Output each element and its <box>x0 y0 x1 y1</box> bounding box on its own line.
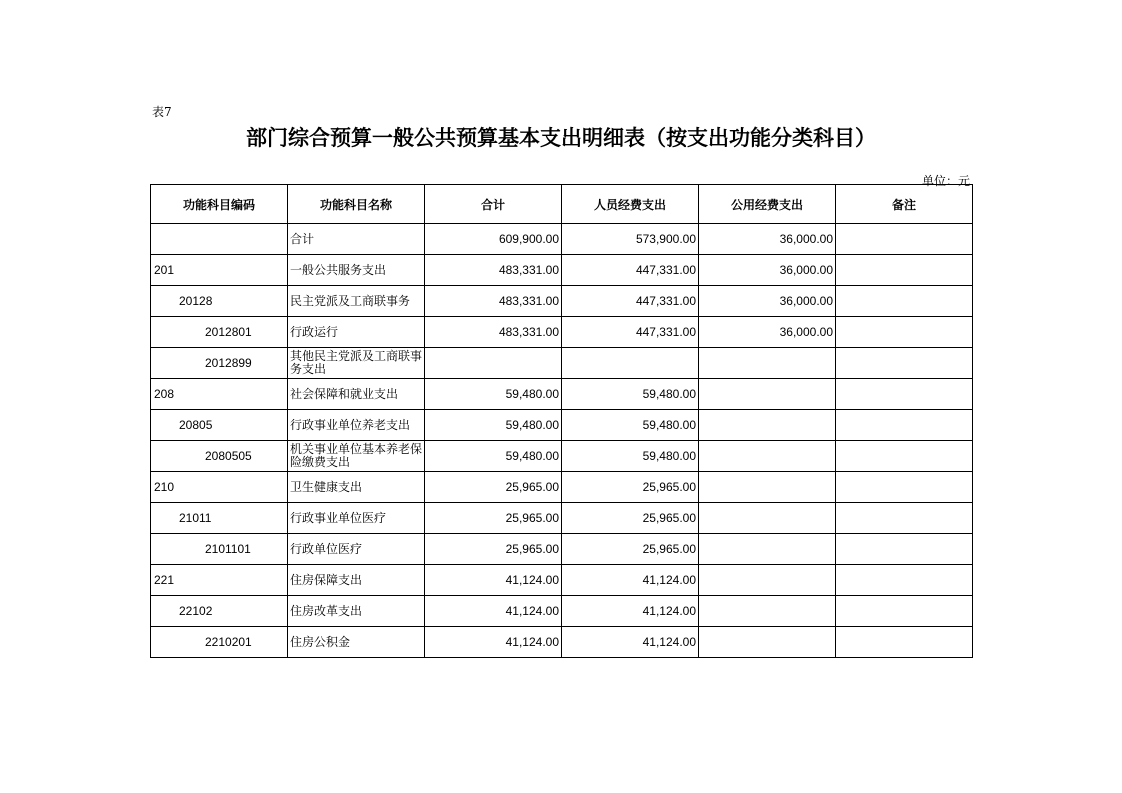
cell-personnel: 573,900.00 <box>562 224 699 255</box>
table-row <box>151 348 973 379</box>
cell-name: 民主党派及工商联事务 <box>288 286 425 317</box>
cell-code: 20805 <box>151 410 288 441</box>
cell-code: 208 <box>151 379 288 410</box>
cell-personnel: 59,480.00 <box>562 410 699 441</box>
table-row <box>151 441 973 472</box>
table-row <box>151 596 973 627</box>
cell-remark <box>836 348 973 379</box>
cell-total: 483,331.00 <box>425 317 562 348</box>
cell-total: 483,331.00 <box>425 255 562 286</box>
table-row <box>151 255 973 286</box>
header-public: 公用经费支出 <box>699 185 836 224</box>
cell-code: 221 <box>151 565 288 596</box>
cell-total: 41,124.00 <box>425 627 562 658</box>
cell-remark <box>836 472 973 503</box>
cell-personnel: 25,965.00 <box>562 503 699 534</box>
page-title: 部门综合预算一般公共预算基本支出明细表（按支出功能分类科目） <box>246 125 876 150</box>
cell-name: 机关事业单位基本养老保险缴费支出 <box>288 441 425 472</box>
unit-label: 单位：元 <box>921 174 970 188</box>
cell-total: 25,965.00 <box>425 472 562 503</box>
cell-code <box>151 224 288 255</box>
cell-name: 社会保障和就业支出 <box>288 379 425 410</box>
cell-personnel <box>562 348 699 379</box>
cell-public <box>699 348 836 379</box>
cell-total: 25,965.00 <box>425 534 562 565</box>
cell-remark <box>836 379 973 410</box>
cell-personnel: 447,331.00 <box>562 255 699 286</box>
cell-remark <box>836 596 973 627</box>
cell-personnel: 41,124.00 <box>562 627 699 658</box>
cell-code: 20128 <box>151 286 288 317</box>
cell-name: 其他民主党派及工商联事务支出 <box>288 348 425 379</box>
cell-name: 住房改革支出 <box>288 596 425 627</box>
cell-remark <box>836 410 973 441</box>
cell-total: 59,480.00 <box>425 441 562 472</box>
cell-public <box>699 596 836 627</box>
header-row <box>151 185 973 224</box>
cell-code: 2210201 <box>151 627 288 658</box>
budget-table <box>150 184 973 658</box>
cell-total: 59,480.00 <box>425 410 562 441</box>
cell-name: 行政运行 <box>288 317 425 348</box>
cell-public <box>699 534 836 565</box>
cell-public <box>699 472 836 503</box>
cell-name: 一般公共服务支出 <box>288 255 425 286</box>
cell-code: 2101101 <box>151 534 288 565</box>
cell-public <box>699 503 836 534</box>
cell-name: 行政事业单位医疗 <box>288 503 425 534</box>
cell-name: 行政单位医疗 <box>288 534 425 565</box>
table-row <box>151 224 973 255</box>
cell-public <box>699 627 836 658</box>
table-body <box>151 224 973 658</box>
cell-personnel: 447,331.00 <box>562 286 699 317</box>
table-row <box>151 286 973 317</box>
cell-name: 卫生健康支出 <box>288 472 425 503</box>
cell-total: 41,124.00 <box>425 596 562 627</box>
header-code: 功能科目编码 <box>151 185 288 224</box>
cell-total: 609,900.00 <box>425 224 562 255</box>
cell-remark <box>836 224 973 255</box>
cell-code: 22102 <box>151 596 288 627</box>
cell-code: 21011 <box>151 503 288 534</box>
cell-personnel: 447,331.00 <box>562 317 699 348</box>
header-total: 合计 <box>425 185 562 224</box>
table-row <box>151 534 973 565</box>
cell-remark <box>836 286 973 317</box>
cell-remark <box>836 441 973 472</box>
cell-total: 25,965.00 <box>425 503 562 534</box>
cell-code: 210 <box>151 472 288 503</box>
cell-name: 合计 <box>288 224 425 255</box>
cell-total: 59,480.00 <box>425 379 562 410</box>
cell-code: 201 <box>151 255 288 286</box>
table-row <box>151 472 973 503</box>
cell-personnel: 41,124.00 <box>562 596 699 627</box>
cell-name: 行政事业单位养老支出 <box>288 410 425 441</box>
cell-remark <box>836 255 973 286</box>
cell-total <box>425 348 562 379</box>
header-name: 功能科目名称 <box>288 185 425 224</box>
cell-remark <box>836 627 973 658</box>
cell-code: 2012899 <box>151 348 288 379</box>
cell-remark <box>836 565 973 596</box>
cell-total: 483,331.00 <box>425 286 562 317</box>
table-row <box>151 565 973 596</box>
table-row <box>151 503 973 534</box>
header-personnel: 人员经费支出 <box>562 185 699 224</box>
table-row <box>151 317 973 348</box>
cell-name: 住房保障支出 <box>288 565 425 596</box>
cell-personnel: 59,480.00 <box>562 379 699 410</box>
cell-code: 2012801 <box>151 317 288 348</box>
header-remark: 备注 <box>836 185 973 224</box>
cell-public: 36,000.00 <box>699 317 836 348</box>
cell-name: 住房公积金 <box>288 627 425 658</box>
cell-public <box>699 441 836 472</box>
table-label: 表7 <box>152 105 172 119</box>
cell-public: 36,000.00 <box>699 286 836 317</box>
table-row <box>151 627 973 658</box>
cell-public <box>699 379 836 410</box>
cell-personnel: 25,965.00 <box>562 472 699 503</box>
cell-remark <box>836 534 973 565</box>
cell-public: 36,000.00 <box>699 224 836 255</box>
table-row <box>151 410 973 441</box>
cell-personnel: 25,965.00 <box>562 534 699 565</box>
cell-personnel: 41,124.00 <box>562 565 699 596</box>
cell-code: 2080505 <box>151 441 288 472</box>
cell-total: 41,124.00 <box>425 565 562 596</box>
cell-remark <box>836 317 973 348</box>
cell-public: 36,000.00 <box>699 255 836 286</box>
table-row <box>151 379 973 410</box>
cell-personnel: 59,480.00 <box>562 441 699 472</box>
cell-public <box>699 565 836 596</box>
cell-public <box>699 410 836 441</box>
cell-remark <box>836 503 973 534</box>
